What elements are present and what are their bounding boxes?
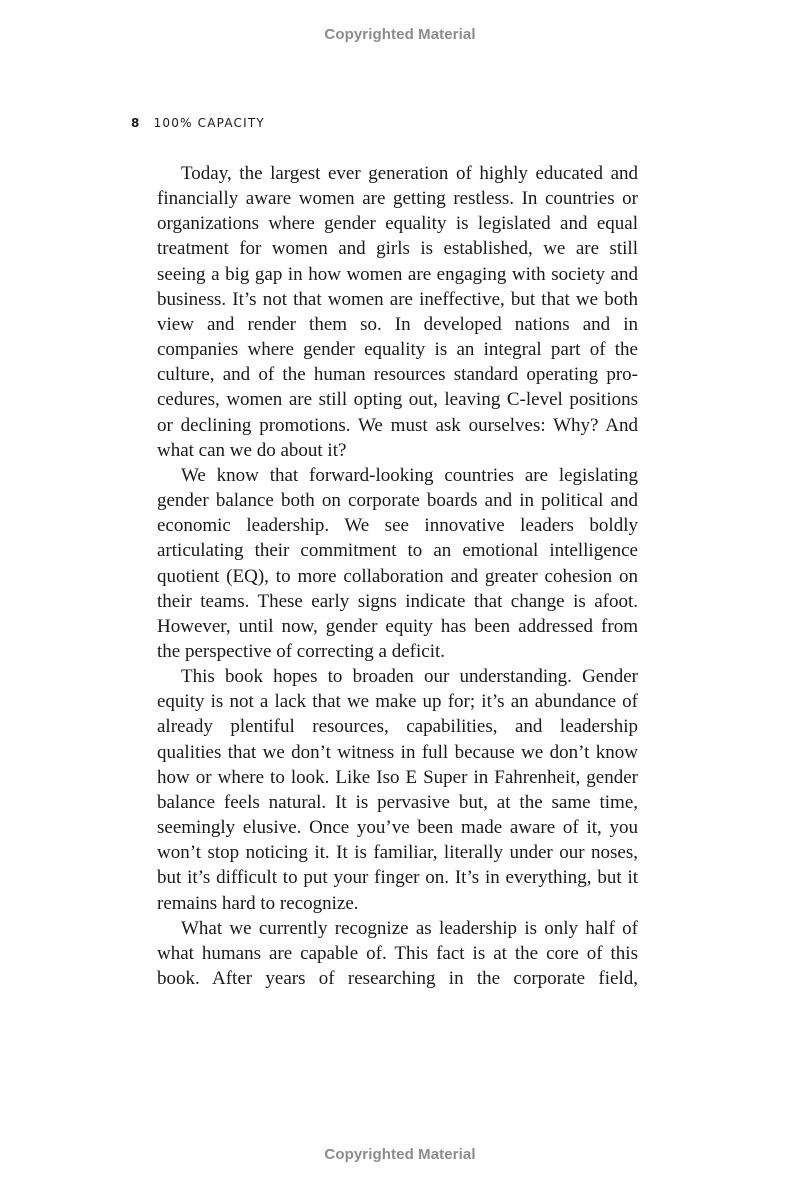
paragraph: Today, the largest ever generation of highly educated and financially aware women are getting restless. In countries or organizations where gender equality is legislated and equal treatment for women and girls is established, we are still seeing a big gap in how women are engaging with society and business. It’s not that women are ineffective, but that we both view and render them so. In developed nations and in companies where gender equality is an integral part of the culture, and of the human resources standard operating procedures, women are still opting out, leaving C-level positions or declining promotions. We must ask ourselves: Why? And what can we do about it? [157,163,638,461]
paragraph: What we currently recognize as leadership is only half of what humans are capable of. This fact is at the core of this book. After years of researching in the corporate field, [157,917,638,989]
paragraph: This book hopes to broaden our understanding. Gender equity is not a lack that we make up for; it’s an abundance of already plentiful resources, capabilities, and leadership qualities that we don’t witness in full because we don’t know how or where to look. Like Iso E Super in Fahrenheit, gender balance feels natural. It is pervasive but, at the same time, seemingly elusive. Once you’ve been made aware of it, you won’t stop noticing it. It is familiar, literally under our noses, but it’s difficult to put your finger on. It’s in everything, but it remains hard to recognize. [157,666,638,914]
page-number: 8 [131,116,141,130]
running-head [131,116,265,130]
copyright-watermark-bottom: Copyrighted Material [324,1146,476,1163]
copyright-watermark-top: Copyrighted Material [324,26,476,43]
paragraph: We know that forward-looking countries are legislating gender balance both on corporate boards and in political and economic leadership. We see innovative leaders boldly articulating their commitment to an emotional intelligence quotient (EQ), to more collaboration and greater cohesion on their teams. These early signs indicate that change is afoot. However, until now, gender equity has been addressed from the perspective of correcting a deficit. [157,464,638,662]
body-text [157,161,638,991]
running-head-title: 100% CAPACITY [153,116,265,130]
